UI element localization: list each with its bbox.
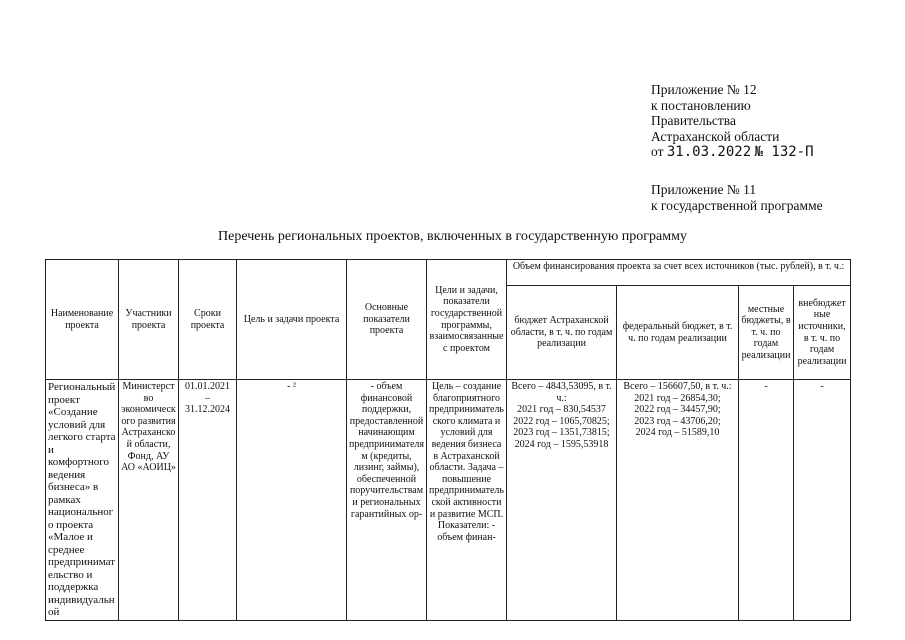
header-name: Наименование проекта <box>46 260 119 380</box>
cell-goal: - ² <box>237 380 347 621</box>
document-title: Перечень региональных проектов, включенных в государственную программу <box>218 229 687 244</box>
region-year: 2022 год – 1065,70825; <box>513 415 610 427</box>
region-total: Всего – 4843,53095, в т. ч.: <box>511 381 612 404</box>
term-end: 31.12.2024 <box>185 404 230 416</box>
cell-indicators: - объем финансовой поддержки, предоставленной начинающим предпринимателям (кредиты, лизинг, займы), обеспеченной поручительствами региональных гарантийных ор- <box>347 380 427 621</box>
cell-budget-extra: - <box>794 380 851 621</box>
header-indicators: Основные показатели проекта <box>347 260 427 380</box>
header-budget-federal: федеральный бюджет, в т. ч. по годам реализации <box>617 286 739 380</box>
header-budget-local: местные бюджеты, в т. ч. по годам реализации <box>739 286 794 380</box>
cell-terms <box>179 380 237 621</box>
term-start: 01.01.2021 <box>185 381 230 392</box>
header-budget-extra: внебюджетные источники, в т. ч. по годам реализации <box>794 286 851 380</box>
header-budget-region: бюджет Астраханской области, в т. ч. по годам реализации <box>507 286 617 380</box>
cell-budget-federal <box>617 380 739 621</box>
appendix-12-date-line <box>651 144 814 161</box>
cell-program-goals: Цель – создание благоприятного предпринимательского климата и условий для ведения бизнеса в Астраханской области. Задача – повышение предпринимательской активности и развитие МСП. Показатели: - объем финан- <box>427 380 507 621</box>
cell-participants: Министерство экономического развития Астраханской области, Фонд, АУ АО «АОИЦ» <box>119 380 179 621</box>
term-dash: – <box>205 392 210 404</box>
appendix-12-title: Приложение № 12 <box>651 82 757 97</box>
cell-budget-region <box>507 380 617 621</box>
decree-date: 31.03.2022 <box>666 144 752 160</box>
projects-table <box>45 259 851 621</box>
federal-year: 2024 год – 51589,10 <box>635 427 720 439</box>
decree-number: № 132-П <box>754 144 814 160</box>
appendix-11-block <box>651 182 823 213</box>
cell-budget-local: - <box>739 380 794 621</box>
federal-total: Всего – 156607,50, в т. ч.: <box>623 381 732 392</box>
header-goal: Цель и задачи проекта <box>237 260 347 380</box>
table-row <box>46 380 851 621</box>
header-financing: Объем финансирования проекта за счет всех источников (тыс. рублей), в т. ч.: <box>507 260 851 286</box>
header-participants: Участники проекта <box>119 260 179 380</box>
appendix-12-line: Правительства <box>651 113 736 128</box>
appendix-12-line: Астраханской области <box>651 128 780 144</box>
region-year: 2024 год – 1595,53918 <box>514 438 609 450</box>
header-terms: Сроки проекта <box>179 260 237 380</box>
region-year: 2021 год – 830,54537 <box>517 404 606 416</box>
federal-year: 2021 год – 26854,30; <box>634 392 721 404</box>
region-year: 2023 год – 1351,73815; <box>513 427 610 439</box>
federal-year: 2022 год – 34457,90; <box>634 404 721 416</box>
appendix-12-block <box>651 82 814 161</box>
appendix-11-title: Приложение № 11 <box>651 182 757 197</box>
header-row <box>46 260 851 286</box>
appendix-11-line: к государственной программе <box>651 197 823 213</box>
cell-project-name: Региональный проект «Создание условий для легкого старта и комфортного ведения бизнеса» в рамках национального проекта «Малое и среднее предпринимательство и поддержка индивидуальной <box>46 380 119 621</box>
date-prefix: от <box>651 144 664 159</box>
appendix-12-line: к постановлению <box>651 97 751 113</box>
header-program-goals: Цели и задачи, показатели государственной программы, взаимосвязанные с проектом <box>427 260 507 380</box>
federal-year: 2023 год – 43706,20; <box>634 415 721 427</box>
